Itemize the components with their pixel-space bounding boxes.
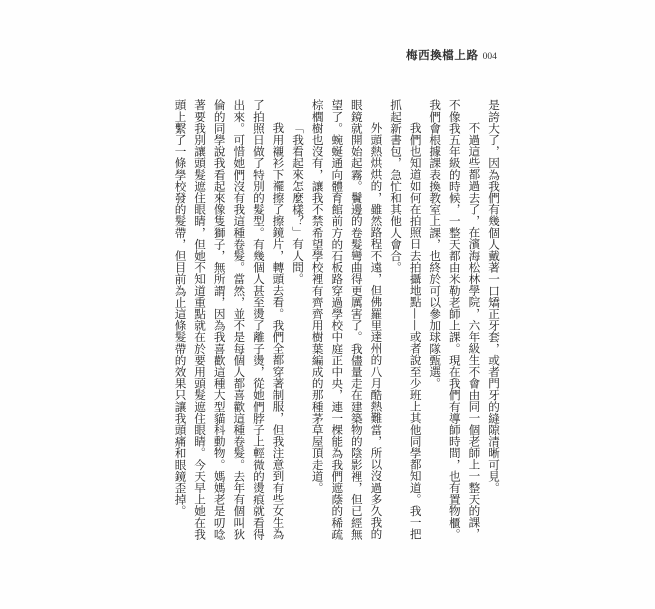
text-column: 出來。可惜她們沒有我這種卷髮。當然，並不是每個人都喜歡這種卷髮。去年有個叫狄 xyxy=(232,99,247,540)
text-column: 著要我別讓頭髮遮住眼睛，但她不知道重點就在於要用頭髮遮住眼睛。今天早上她在我 xyxy=(193,99,208,540)
text-column: 我們會根據課表換教室上課，也終於可以參加球隊甄選。 xyxy=(428,99,443,389)
body-text xyxy=(169,99,503,545)
text-column: 外頭熱烘烘的，雖然路程不遠，但佛羅里達州的八月酷熱難當，所以沒過多久我的 xyxy=(369,122,384,540)
text-column: 抓起新書包，急忙和其他人會合。 xyxy=(389,99,404,273)
text-column: 不像我五年級的時候，一整天都由米勒老師上課。現在我們有導師時間，也有置物櫃。 xyxy=(447,99,462,540)
text-column: 棕櫚樹也沒有，讓我不禁希望學校裡有齊齊用樹葉編成的那種茅草屋頂走道。 xyxy=(310,99,325,494)
text-column: 眼鏡就開始起霧。鬢邊的卷髮彎曲得更厲害了。我儘量走在建築物的陰影裡，但已經無 xyxy=(349,99,364,540)
text-column: 了拍照日做了特別的髮型。有幾個人甚至燙了離子燙，從她們脖子上輕微的燙痕就看得 xyxy=(251,99,266,540)
text-column: 頭上繫了一條學校發的髮帶，但目前為止這條髮帶的效果只讓我頭痛和眼鏡歪掉。 xyxy=(173,99,188,517)
text-column: 我用襯衫下襬擦了擦鏡片，轉頭去看。我們全都穿著制服，但我注意到有些女生為 xyxy=(271,122,286,540)
book-title: 梅西換檔上路 xyxy=(406,48,479,62)
dialogue-column: 「我看起來怎麼樣？」有人問。 xyxy=(291,122,306,285)
page-number: 004 xyxy=(482,52,497,62)
text-column: 是誇大了，因為我們有幾個人戴著一口矯正牙套，或者門牙的縫隙清晰可見。 xyxy=(487,99,501,494)
text-column: 倫的同學說我看起來像隻獅子，無所謂，因為我喜歡這種大型貓科動物。媽媽老是叨唸 xyxy=(212,99,227,540)
running-header xyxy=(406,47,497,63)
text-column: 不過這些都過去了，在濱海松林學院，六年級生不會由同一個老師上一整天的課， xyxy=(467,122,482,540)
text-column: 我們也知道如何在拍照日去拍攝地點——或者說至少班上其他同學都知道。我一把 xyxy=(408,122,423,540)
text-column: 望了。蜿蜒通向體育館前方的石板路穿過學校中庭正中央，連一棵能為我們遮蔭的稀疏 xyxy=(330,99,345,540)
